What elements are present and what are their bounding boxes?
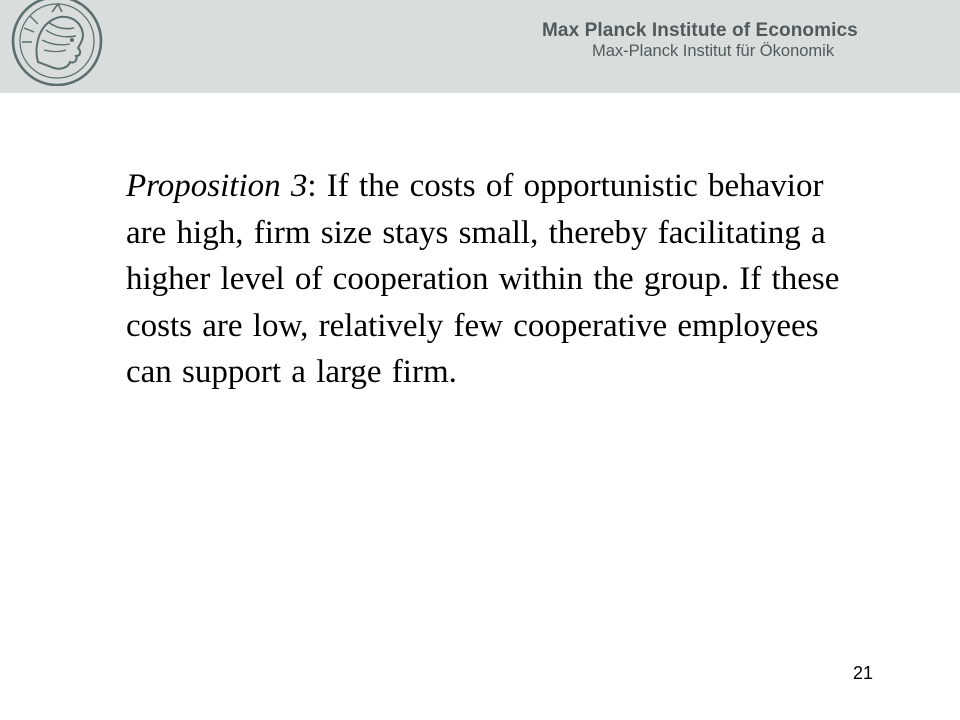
header-band [0,0,960,93]
proposition-body [126,163,846,396]
proposition-text: : If the costs of opportunistic behavior are high, firm size stays small, thereby facilitating a higher level of cooperation within the group. If these costs are low, relatively few cooperative employees can support a large firm. [126,168,840,390]
institute-name-german: Max-Planck Institut für Ökonomik [592,42,835,60]
slide-number: 21 [853,663,874,683]
proposition-label: Proposition 3 [126,168,308,204]
institute-name: Max Planck Institute of Economics [542,20,858,41]
minerva-seal-icon [8,0,106,86]
